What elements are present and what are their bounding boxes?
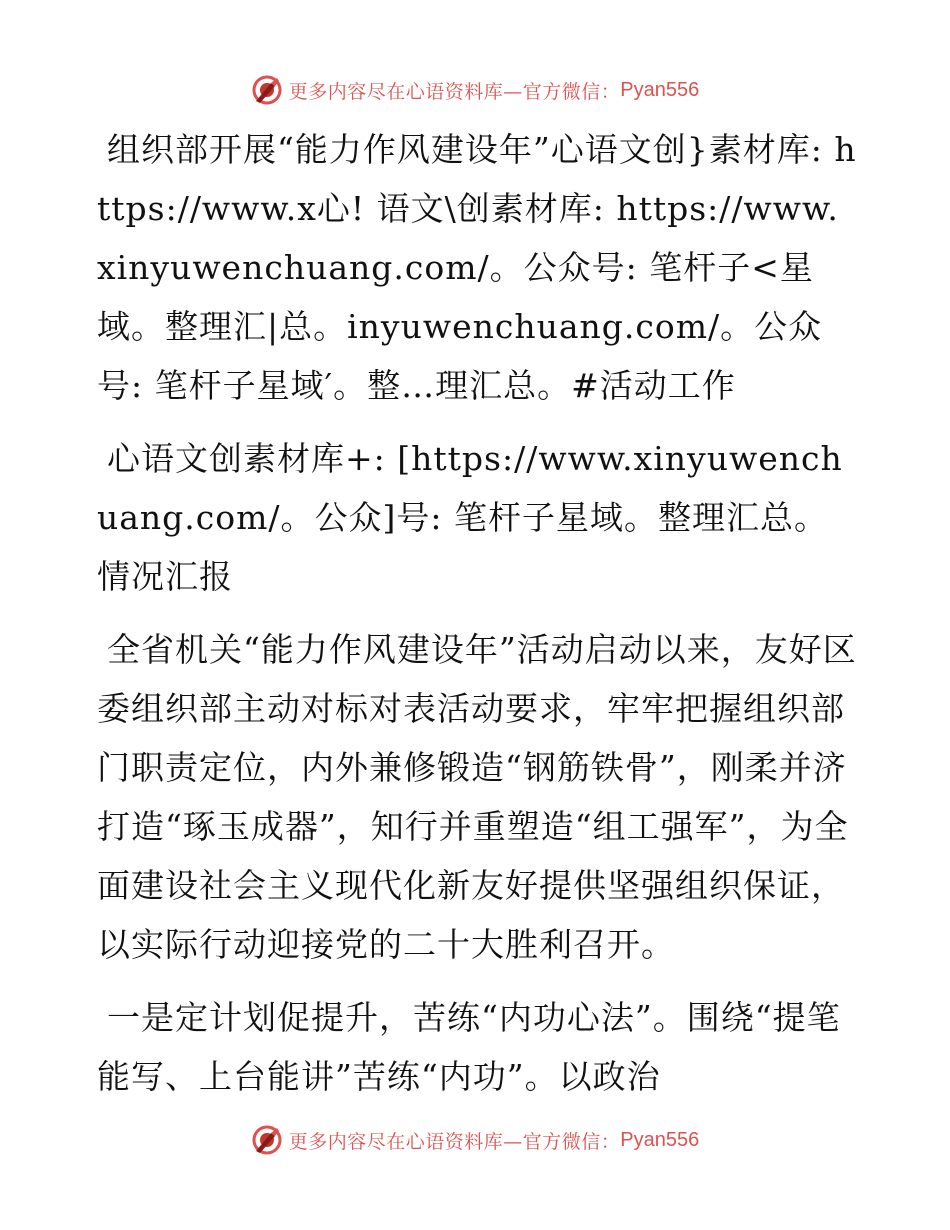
paragraph: 一是定计划促提升，苦练“内功心法”。围绕“提笔能写、上台能讲”苦练“内功”。以政治 <box>97 998 841 1096</box>
header-watermark <box>0 70 950 110</box>
document-body <box>97 120 857 1120</box>
watermark-text: 更多内容尽在心语资料库—官方微信： <box>288 1130 621 1153</box>
paragraph: 心语文创素材库+: [https://www.xinyuwenchuang.com/。公众]号: 笔杆子星域。整理汇总。情况汇报 <box>97 439 843 596</box>
paragraph: 组织部开展“能力作风建设年”心语文创}素材库: https://www.x心! 语文\创素材库: https://www.xinyuwenchuang.com/。公众号: 笔杆子<星域。整理汇|总。inyuwenchuang.com/。公众号: 笔杆子星域′。整…理汇总。#活动工作 <box>97 130 857 405</box>
pen-logo-icon <box>251 1124 283 1156</box>
watermark-text: 更多内容尽在心语资料库—官方微信： <box>288 80 621 103</box>
watermark-wechat-id: Pyan556 <box>620 78 700 101</box>
paragraph: 全省机关“能力作风建设年”活动启动以来，友好区委组织部主动对标对表活动要求，牢牢把握组织部门职责定位，内外兼修锻造“钢筋铁骨”，刚柔并济打造“琢玉成器”，知行并重塑造“组工强军”，为全面建设社会主义现代化新友好提供坚强组织保证，以实际行动迎接党的二十大胜利召开。 <box>97 630 857 964</box>
watermark-wechat-id: Pyan556 <box>620 1128 700 1151</box>
footer-watermark <box>0 1120 950 1160</box>
pen-logo-icon <box>251 74 283 106</box>
